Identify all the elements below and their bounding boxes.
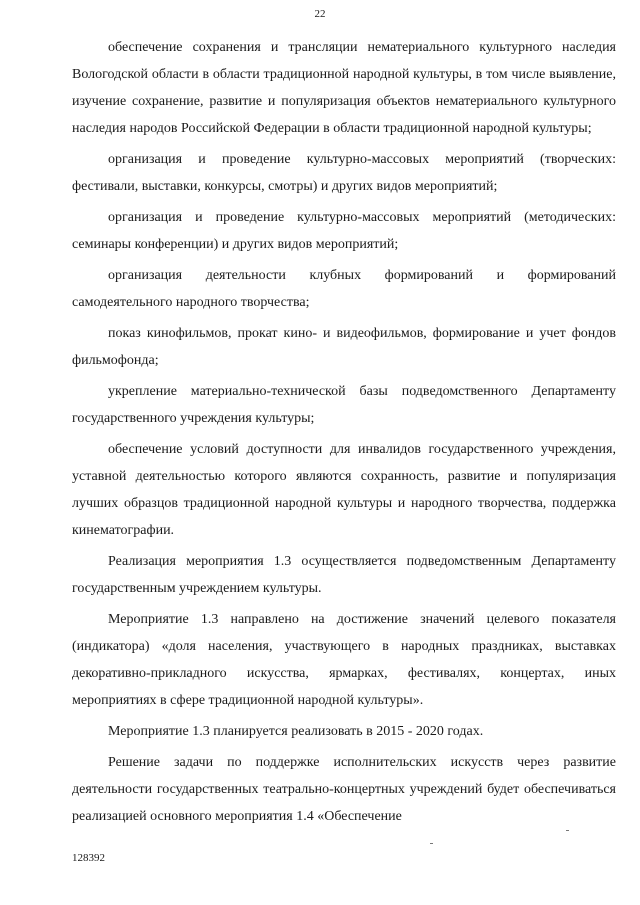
- page-number: 22: [314, 8, 326, 20]
- paragraph-8: Реализация мероприятия 1.3 осуществляется подведомственным Департаменту государственным учреждением культуры.: [72, 554, 616, 596]
- scan-speck: [430, 843, 433, 844]
- paragraph-6: укрепление материально-технической базы подведомственного Департаменту государственного учреждения культуры;: [72, 384, 616, 426]
- paragraph-3: организация и проведение культурно-массовых мероприятий (методических: семинары конференции) и других видов мероприятий;: [72, 210, 616, 252]
- paragraph-4: организация деятельности клубных формирований и формирований самодеятельного народного творчества;: [72, 268, 616, 310]
- document-body: [72, 34, 616, 830]
- paragraph-9: Мероприятие 1.3 направлено на достижение значений целевого показателя (индикатора) «доля населения, участвующего в народных праздниках, выставках декоративно-прикладного искусства, ярмарках, фестивалях, концертах, иных мероприятиях в сфере традиционной народной культуры».: [72, 612, 616, 708]
- paragraph-11: Решение задачи по поддержке исполнительских искусств через развитие деятельности государственных театрально-концертных учреждений будет обеспечиваться реализацией основного мероприятия 1.4 «Обеспечение: [72, 755, 616, 824]
- footer-code: 128392: [72, 852, 105, 864]
- paragraph-1: обеспечение сохранения и трансляции нематериального культурного наследия Вологодской области в области традиционной народной культуры, в том числе выявление, изучение сохранение, развитие и популяризация объектов нематериального культурного наследия народов Российской Федерации в области традиционной народной культуры;: [72, 40, 616, 136]
- paragraph-10: Мероприятие 1.3 планируется реализовать в 2015 - 2020 годах.: [108, 724, 484, 739]
- paragraph-2: организация и проведение культурно-массовых мероприятий (творческих: фестивали, выставки, конкурсы, смотры) и других видов мероприятий;: [72, 152, 616, 194]
- paragraph-7: обеспечение условий доступности для инвалидов государственного учреждения, уставной деятельностью которого являются сохранность, развитие и популяризация лучших образцов традиционной народной культуры и народного творчества, поддержка кинематографии.: [72, 442, 616, 538]
- paragraph-5: показ кинофильмов, прокат кино- и видеофильмов, формирование и учет фондов фильмофонда;: [72, 326, 616, 368]
- scan-speck: [566, 830, 569, 831]
